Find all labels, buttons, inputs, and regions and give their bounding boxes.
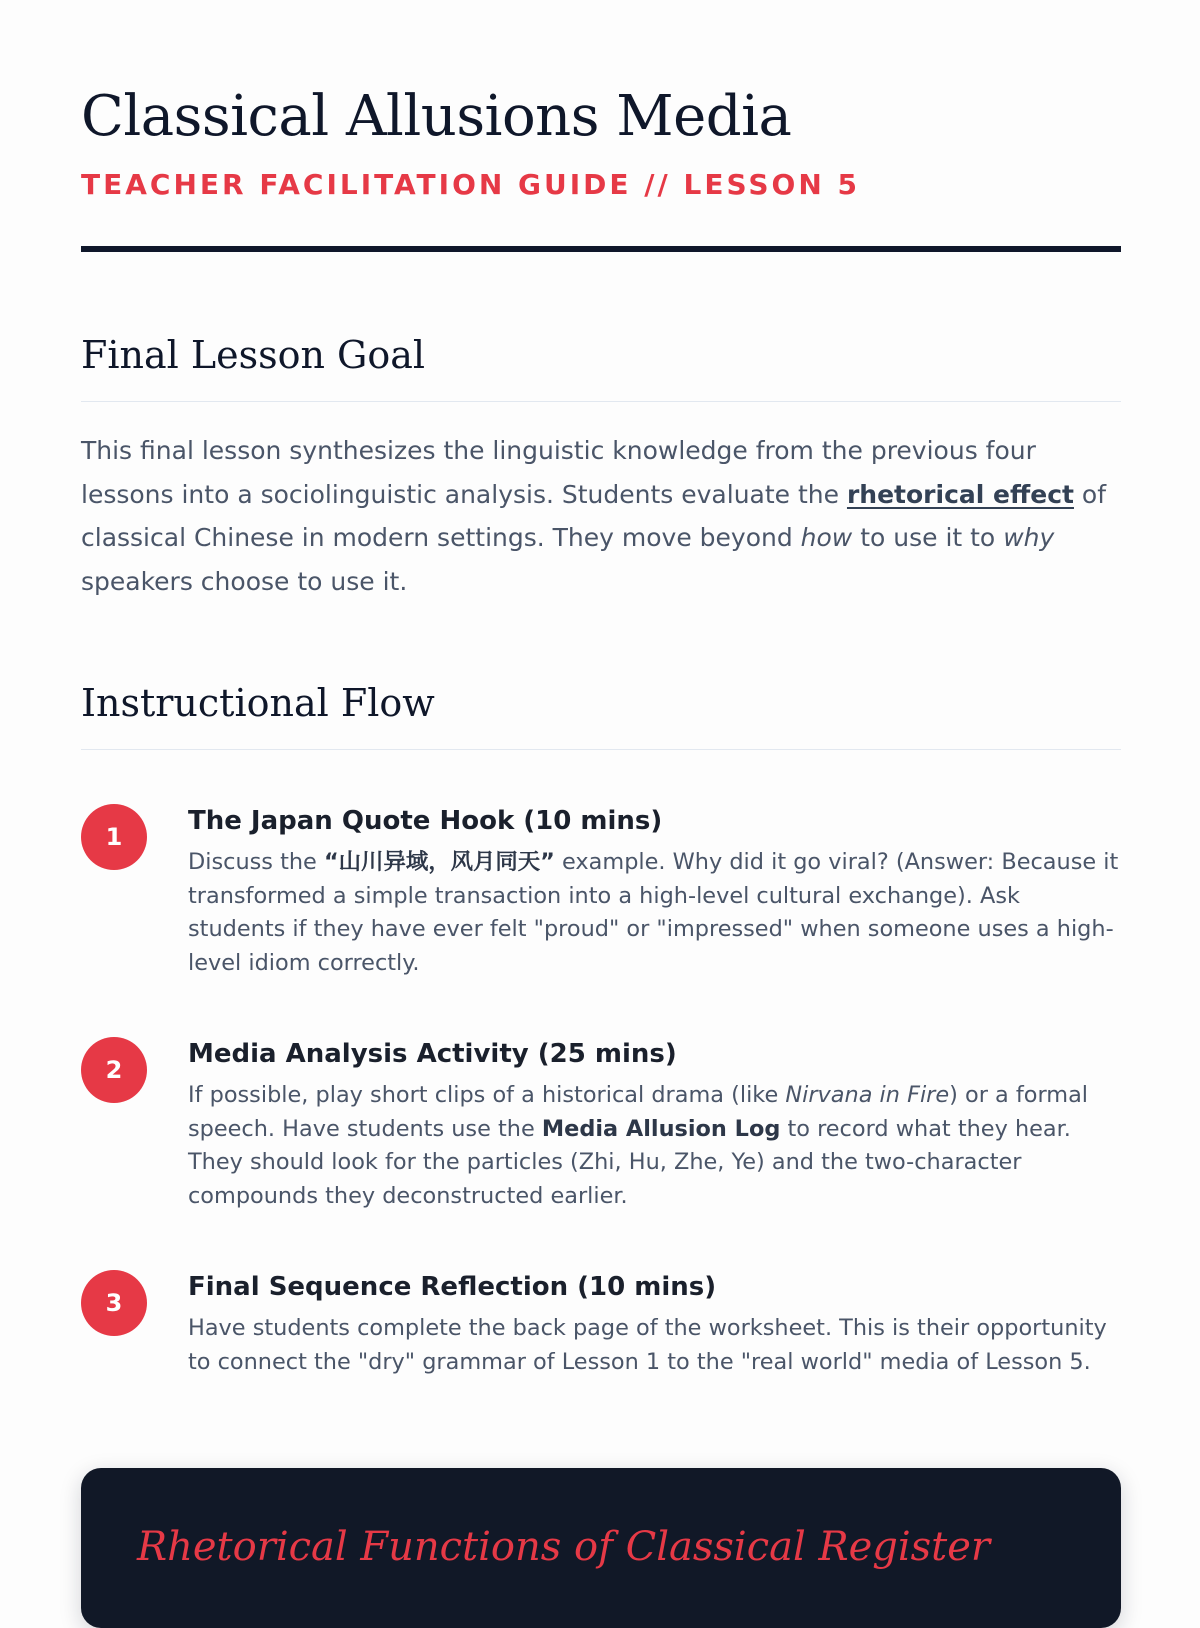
flow-divider — [81, 749, 1121, 750]
doc-title: Classical Allusions Media — [81, 84, 792, 149]
step-number-badge: 2 — [81, 1037, 147, 1103]
goal-paragraph — [81, 429, 1121, 603]
step-title: The Japan Quote Hook (10 mins) — [188, 806, 663, 836]
step-text-1: If possible, play short clips of a historical drama (like — [188, 1082, 786, 1108]
goal-text-4: speakers choose to use it. — [81, 566, 408, 596]
header-divider — [81, 246, 1121, 252]
flow-heading: Instructional Flow — [81, 681, 435, 725]
callout-title: Rhetorical Functions of Classical Register — [137, 1524, 991, 1570]
step-title: Media Analysis Activity (25 mins) — [188, 1039, 677, 1069]
goal-divider — [81, 401, 1121, 402]
step-description — [188, 1312, 1121, 1379]
step-body — [188, 1270, 1121, 1379]
goal-italic-how: how — [800, 523, 853, 552]
goal-emphasis: rhetorical effect — [846, 479, 1074, 509]
step-description — [188, 1079, 1121, 1213]
step-number-badge: 1 — [81, 804, 147, 870]
goal-italic-why: why — [1003, 523, 1055, 552]
step-text-1: Have students complete the back page of the worksheet. This is their opportunity to connect the "dry" grammar of Lesson 1 to the "real world" media of Lesson 5. — [188, 1315, 1107, 1375]
step-text-2: ) or a formal speech. Have students use the — [188, 1082, 1089, 1142]
goal-heading: Final Lesson Goal — [81, 333, 426, 377]
doc-subtitle: TEACHER FACILITATION GUIDE // LESSON 5 — [81, 168, 861, 201]
step-text-2: example. Why did it go viral? (Answer: Because it transformed a simple transaction into a high-level cultural exchange). Ask students if they have ever felt "proud" or "impressed" when someone uses a high-level idiom correctly. — [188, 849, 1119, 976]
goal-text-1: This final lesson synthesizes the linguistic knowledge from the previous four lessons into a sociolinguistic analysis. Students evaluate the — [81, 436, 1036, 509]
step-body — [188, 804, 1121, 980]
step-bold-log: Media Allusion Log — [541, 1115, 781, 1142]
goal-text-3: to use it to — [852, 523, 1004, 552]
step-number-badge: 3 — [81, 1270, 147, 1336]
step-body — [188, 1037, 1121, 1213]
step-title: Final Sequence Reflection (10 mins) — [188, 1272, 717, 1302]
step-text-1: Discuss the — [188, 849, 324, 875]
goal-text-2: of classical Chinese in modern settings. They move beyond — [81, 479, 1107, 552]
step-italic-title: Nirvana in Fire — [785, 1082, 950, 1108]
step-bold-quote: “山川异域，风月同天” — [323, 849, 555, 875]
rhetorical-functions-callout — [81, 1468, 1121, 1628]
step-description — [188, 846, 1121, 980]
step-text-3: to record what they hear. They should look for the particles (Zhi, Hu, Zhe, Ye) and the two-character compounds they deconstructed earlier. — [188, 1115, 1071, 1209]
